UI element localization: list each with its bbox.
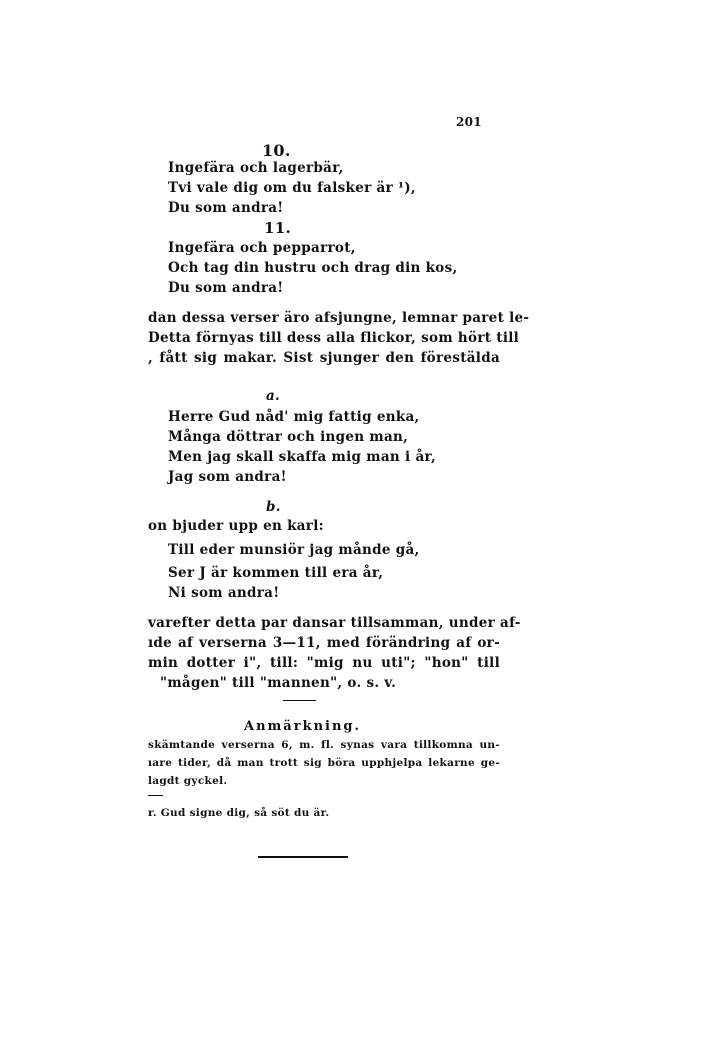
note-line: ıare tider, då man trott sig böra upphjelpa lekarne ge- bbox=[148, 757, 500, 769]
stanza-number: 10. bbox=[262, 141, 291, 160]
note-heading: Anmärkning. bbox=[244, 719, 362, 734]
note-line: skämtande verserna 6, m. fl. synas vara tillkomna un- bbox=[148, 739, 500, 751]
verse-line: Till eder munsiör jag månde gå, bbox=[168, 542, 420, 558]
verse-line: Men jag skall skaffa mig man i år, bbox=[168, 449, 436, 465]
paragraph-line: varefter detta par dansar tillsamman, under af- bbox=[148, 615, 521, 631]
paragraph-line: , fått sig makar. Sist sjunger den förestälda bbox=[148, 350, 500, 366]
verse-line: Ni som andra! bbox=[168, 585, 280, 601]
divider bbox=[283, 700, 316, 701]
verse-line: Du som andra! bbox=[168, 200, 284, 216]
verse-line: Herre Gud nåd' mig fattig enka, bbox=[168, 409, 420, 425]
paragraph-line: dan dessa verser äro afsjungne, lemnar paret le- bbox=[148, 310, 530, 326]
paragraph-line: on bjuder upp en karl: bbox=[148, 518, 324, 534]
verse-line: Ser J är kommen till era år, bbox=[168, 565, 384, 581]
verse-line: Och tag din hustru och drag din kos, bbox=[168, 260, 458, 276]
page-number: 201 bbox=[456, 115, 482, 129]
paragraph-line: ıde af verserna 3—11, med förändring af or- bbox=[148, 635, 500, 651]
footnote: r. Gud signe dig, så söt du är. bbox=[148, 807, 330, 819]
stanza-label: a. bbox=[266, 388, 281, 404]
note-line: lagdt gyckel. bbox=[148, 775, 228, 787]
divider bbox=[148, 795, 163, 796]
verse-line: Tvi vale dig om du falsker är ¹), bbox=[168, 180, 416, 196]
paragraph-line: "mågen" till "mannen", o. s. v. bbox=[160, 675, 397, 691]
verse-line: Jag som andra! bbox=[168, 469, 287, 485]
verse-line: Många döttrar och ingen man, bbox=[168, 429, 409, 445]
paragraph-line: Detta förnyas till dess alla flickor, som hört till bbox=[148, 330, 520, 346]
stanza-label: b. bbox=[266, 499, 281, 515]
paragraph-line: min dotter i", till: "mig nu uti"; "hon" till bbox=[148, 655, 500, 671]
end-rule bbox=[258, 856, 348, 858]
verse-line: Ingefära och pepparrot, bbox=[168, 240, 356, 256]
verse-line: Ingefära och lagerbär, bbox=[168, 160, 344, 176]
verse-line: Du som andra! bbox=[168, 280, 284, 296]
stanza-number: 11. bbox=[264, 219, 291, 237]
